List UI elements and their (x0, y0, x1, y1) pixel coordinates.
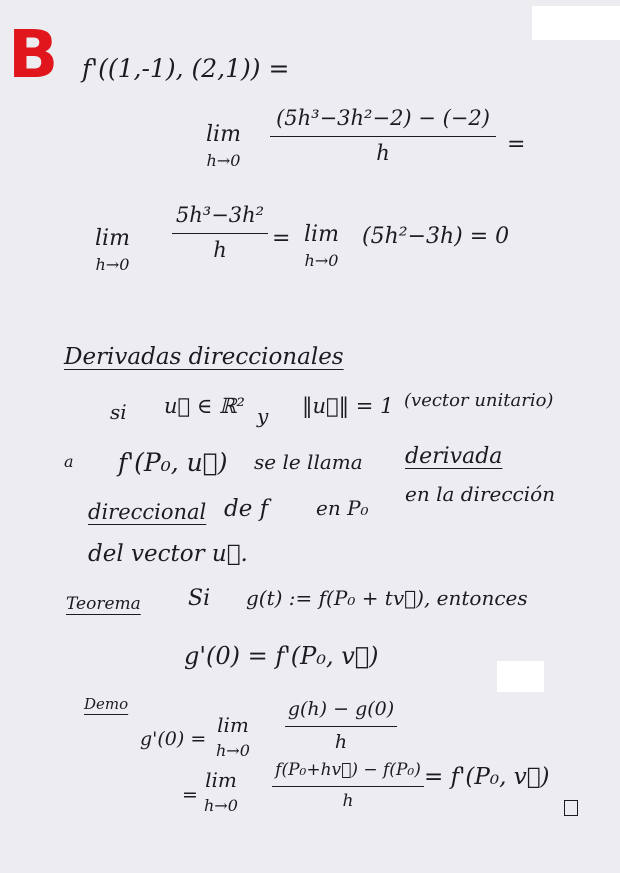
lim-label: lim (95, 226, 130, 251)
def-en-p0: en P₀ (316, 496, 369, 520)
theorem-result: g'(0) = f'(P₀, v⃗) (184, 642, 379, 670)
white-patch-top (532, 6, 620, 40)
qed-symbol (564, 800, 578, 816)
theorem-label: Teorema (66, 594, 141, 614)
equals-sign-1: = (507, 132, 526, 157)
section-heading: Derivadas direccionales (64, 344, 344, 370)
def-fprime: f'(P₀, u⃗) (118, 448, 228, 477)
fraction-bar (285, 726, 397, 727)
proof-label: Demo (84, 695, 129, 713)
def-del-vector: del vector u⃗. (88, 541, 248, 567)
fraction-numerator: (5h³−3h²−2) − (−2) (276, 106, 490, 130)
def-derivada: derivada (405, 444, 503, 469)
fraction-bar (270, 136, 496, 137)
lim-label: lim (206, 122, 241, 147)
fraction-numerator: f(P₀+hv⃗) − f(P₀) (275, 760, 421, 780)
lim-subscript: h→0 (95, 255, 130, 274)
section-letter: B (8, 16, 59, 93)
lim-label: lim (217, 713, 249, 737)
fraction-denominator: h (334, 731, 348, 753)
proof-limit-operator-2 (204, 768, 238, 815)
def-unit-note: (vector unitario) (404, 390, 554, 411)
fraction-denominator: h (376, 141, 390, 165)
def-de-f: de f (224, 496, 269, 522)
def-a: a (64, 452, 74, 471)
lim-subscript: h→0 (206, 151, 241, 170)
lim-subscript: h→0 (304, 251, 339, 270)
def-u-in-r2: u⃗ ∈ ℝ² (164, 394, 245, 418)
proof-limit-operator-1 (216, 713, 250, 760)
fraction-bar (272, 786, 424, 787)
lim-subscript: h→0 (204, 796, 238, 815)
proof-equals: = (182, 784, 198, 806)
proof-fraction-1 (285, 698, 397, 753)
def-si: si (110, 400, 127, 424)
limit-operator-1 (206, 122, 241, 170)
fraction-denominator: h (342, 791, 354, 811)
directional-derivative-expression: f'((1,-1), (2,1)) = (82, 54, 290, 83)
lim-label: lim (205, 768, 237, 792)
fraction-1 (270, 106, 496, 165)
fraction-2 (172, 203, 268, 262)
proof-fraction-2 (272, 760, 424, 811)
fraction-numerator: g(h) − g(0) (287, 698, 395, 720)
white-patch-middle (497, 661, 544, 692)
def-y: y (257, 404, 269, 428)
def-norm: ‖u⃗‖ = 1 (302, 394, 394, 418)
fraction-numerator: 5h³−3h² (175, 203, 265, 227)
fraction-bar (172, 233, 268, 234)
limit-result-expression: (5h²−3h) = 0 (362, 224, 510, 249)
def-direccional: direccional (88, 500, 207, 524)
proof-rhs: = f'(P₀, v⃗) (424, 764, 550, 790)
limit-operator-2 (95, 226, 130, 274)
lim-label: lim (304, 222, 339, 247)
lim-subscript: h→0 (216, 741, 250, 760)
proof-lhs: g'(0) = (140, 728, 207, 750)
theorem-g-definition: g(t) := f(P₀ + tv⃗), entonces (246, 586, 528, 610)
theorem-si: Si (188, 586, 211, 611)
fraction-denominator: h (213, 238, 227, 262)
def-en-la-direccion: en la dirección (405, 482, 556, 506)
def-se-le-llama: se le llama (254, 450, 363, 474)
equals-sign-2: = (272, 226, 291, 251)
limit-operator-3 (304, 222, 339, 270)
